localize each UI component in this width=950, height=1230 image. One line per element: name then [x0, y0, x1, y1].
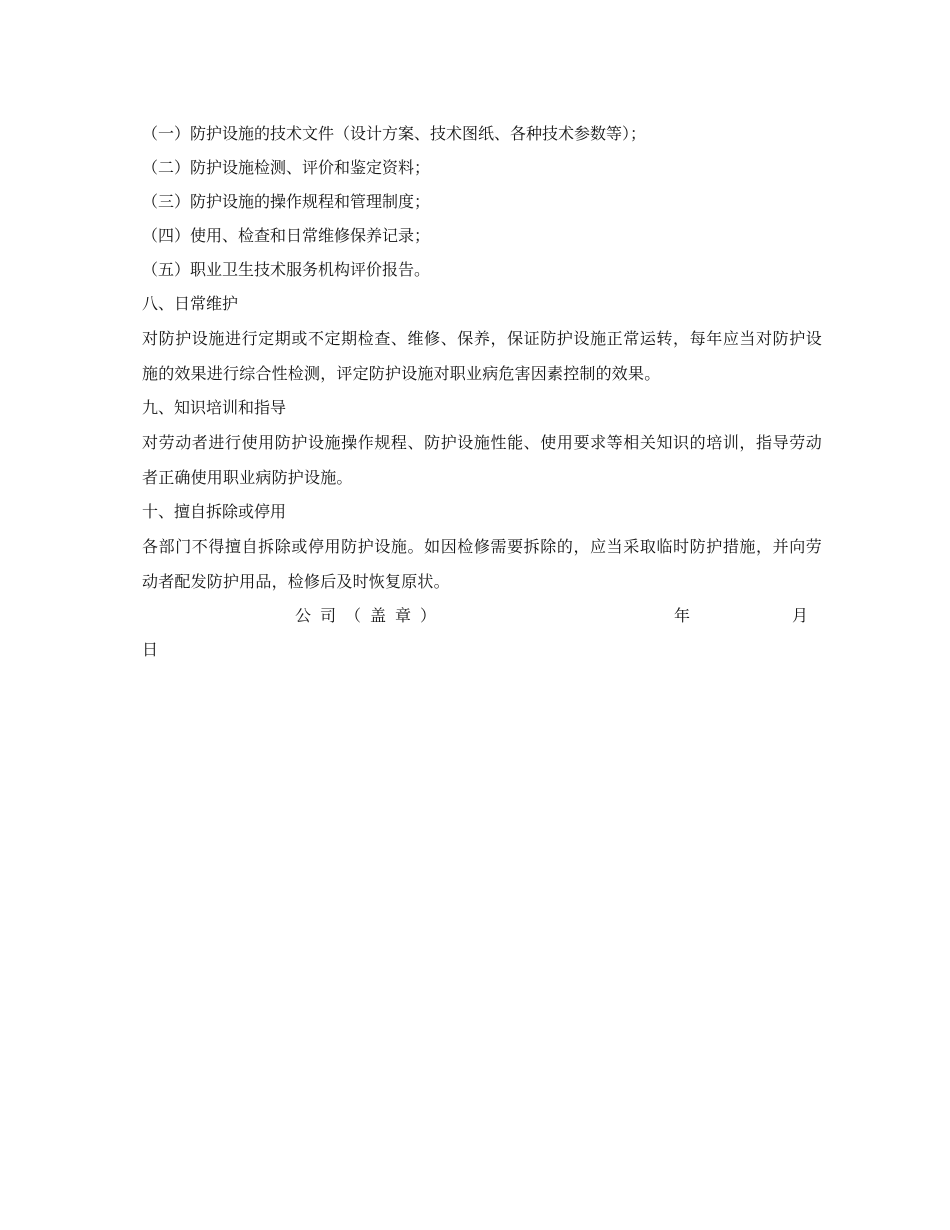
month-label: 月: [792, 606, 809, 625]
list-item-5: （五）职业卫生技术服务机构评价报告。: [142, 260, 431, 279]
list-item-3: （三）防护设施的操作规程和管理制度；: [142, 192, 431, 211]
list-item-4: （四）使用、检查和日常维修保养记录；: [142, 226, 431, 245]
signature-row: [142, 599, 822, 633]
section-10-heading: 十、擅自拆除或停用: [142, 502, 287, 521]
section-9-body: 对劳动者进行使用防护设施操作规程、防护设施性能、使用要求等相关知识的培训，指导劳动者正确使用职业病防护设施。: [142, 433, 822, 487]
day-label: 日: [142, 640, 159, 659]
year-label: 年: [674, 606, 691, 625]
section-9-heading: 九、知识培训和指导: [142, 398, 287, 417]
section-8-body: 对防护设施进行定期或不定期检查、维修、保养，保证防护设施正常运转，每年应当对防护设施的效果进行综合性检测，评定防护设施对职业病危害因素控制的效果。: [142, 329, 822, 383]
document-body: [142, 117, 822, 667]
section-8-heading: 八、日常维护: [142, 294, 239, 313]
list-item-1: （一）防护设施的技术文件（设计方案、技术图纸、各种技术参数等）；: [142, 124, 647, 143]
section-10-body: 各部门不得擅自拆除或停用防护设施。如因检修需要拆除的，应当采取临时防护措施，并向劳动者配发防护用品，检修后及时恢复原状。: [142, 537, 822, 591]
company-seal-label: 公司（盖章）: [295, 606, 446, 625]
list-item-2: （二）防护设施检测、评价和鉴定资料；: [142, 158, 431, 177]
